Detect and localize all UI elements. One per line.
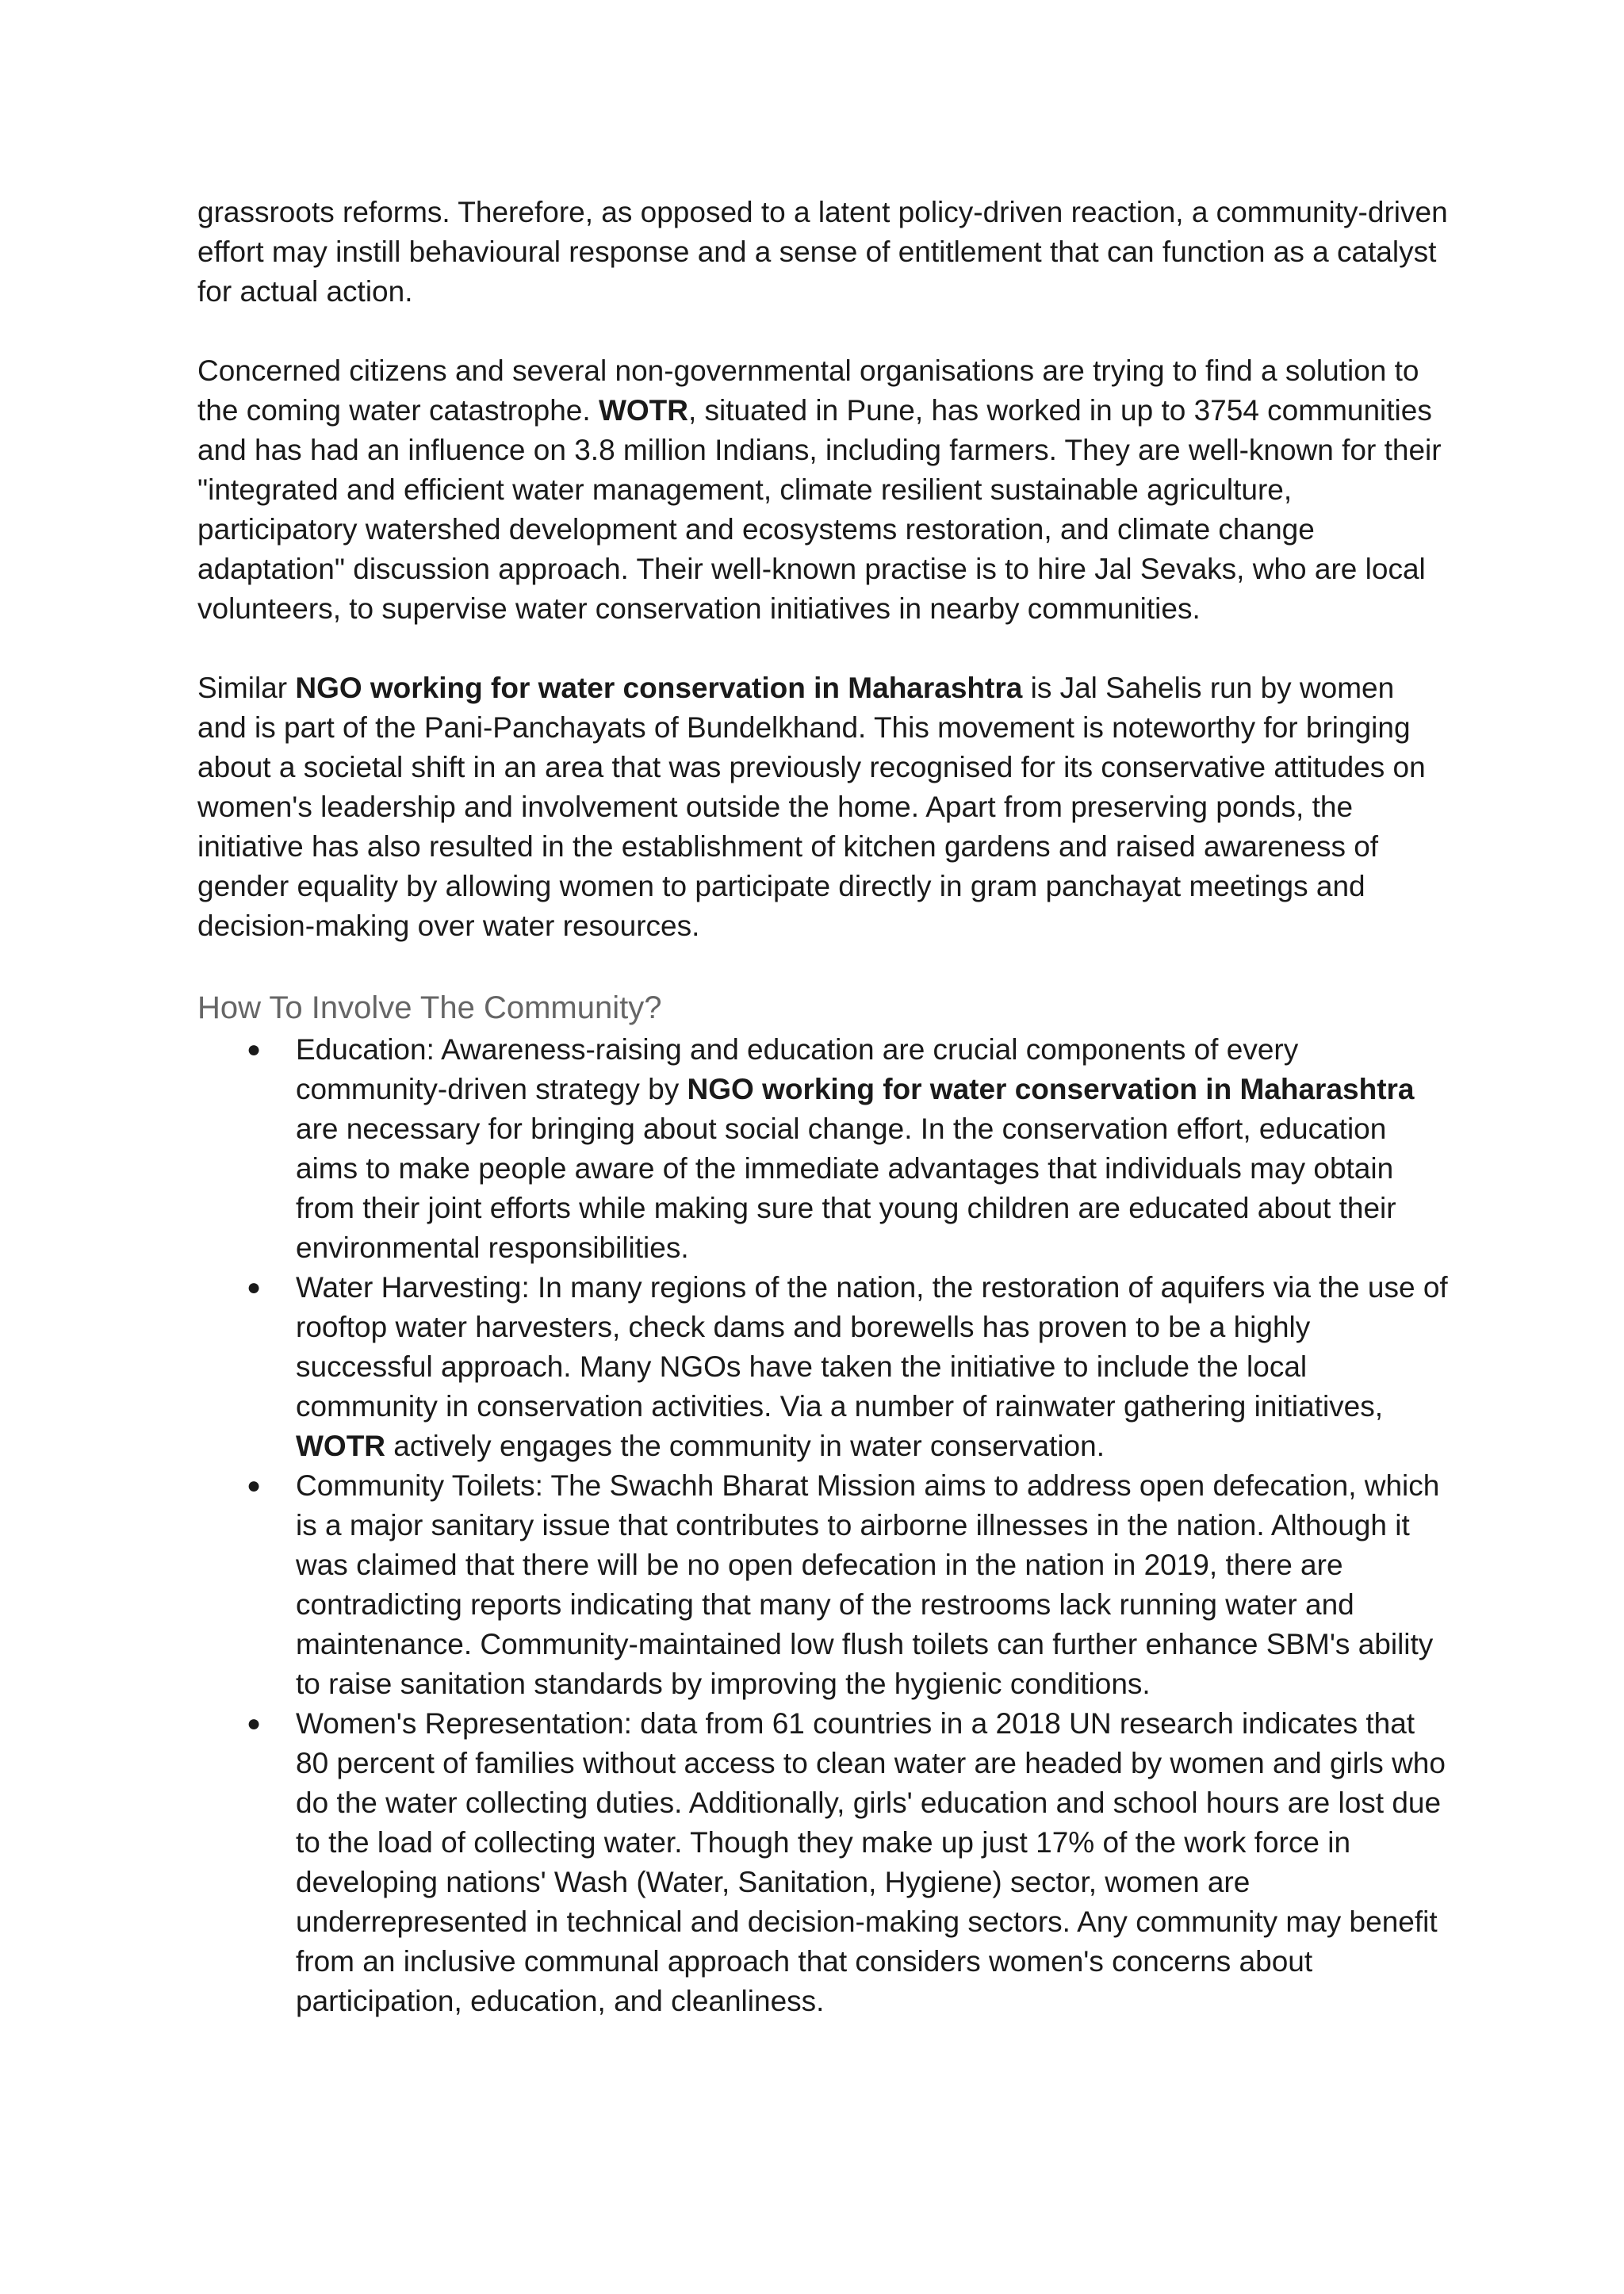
bold-text: NGO working for water conservation in Maharashtra xyxy=(687,1073,1415,1105)
text-run: Women's Representation: data from 61 countries in a 2018 UN research indicates that 80 percent of families without access to clean water are headed by women and girls who do the water collecting duties. Additionally, girls' education and school hours are lost due to the load of collecting water. Though they make up just 17% of the work force in developing nations' Wash (Water, Sanitation, Hygiene) sector, women are underrepresented in technical and decision-making sectors. Any community may benefit from an inclusive communal approach that considers women's concerns about participation, education, and cleanliness. xyxy=(296,1707,1446,2017)
bullet-dot-icon: ● xyxy=(247,1710,262,1737)
paragraph xyxy=(197,193,1450,312)
bold-text: WOTR xyxy=(296,1430,386,1462)
text-run: are necessary for bringing about social change. In the conservation effort, education aims to make people aware of the immediate advantages that individuals may obtain from their joint efforts while making sure that young children are educated about their environmental responsibilities. xyxy=(296,1113,1396,1264)
text-run: is Jal Sahelis run by women and is part of the Pani-Panchayats of Bundelkhand. This movement is noteworthy for bringing about a societal shift in an area that was previously recognised for its conservative attitudes on women's leadership and involvement outside the home. Apart from preserving ponds, the initiative has also resulted in the establishment of kitchen gardens and raised awareness of gender equality by allowing women to participate directly in gram panchayat meetings and decision-making over water resources. xyxy=(197,672,1426,942)
text-run: , situated in Pune, has worked in up to 3754 communities and has had an influence on 3.8 million Indians, including farmers. They are well-known for their "integrated and efficient water management, climate resilient sustainable agriculture, participatory watershed development and ecosystems restoration, and climate change adaptation" discussion approach. Their well-known practise is to hire Jal Sevaks, who are local volunteers, to supervise water conservation initiatives in nearby communities. xyxy=(197,394,1442,625)
text-run: Similar xyxy=(197,672,296,704)
text-run: actively engages the community in water conservation. xyxy=(385,1430,1105,1462)
list-item-text xyxy=(296,1033,1415,1264)
list-item xyxy=(197,1030,1450,1268)
document-body xyxy=(197,193,1450,2021)
list-item-text xyxy=(296,1271,1448,1462)
bullet-dot-icon: ● xyxy=(247,1274,262,1300)
bullet-dot-icon: ● xyxy=(247,1473,262,1499)
bold-text: WOTR xyxy=(598,394,688,427)
text-run: Concerned citizens and several non-governmental organisations are trying to find a solution to the coming water catastrophe. xyxy=(197,354,1419,427)
list-item xyxy=(197,1466,1450,1704)
list-item xyxy=(197,1704,1450,2021)
bullet-list xyxy=(197,1030,1450,2021)
list-item-text xyxy=(296,1469,1439,1700)
bullet-dot-icon: ● xyxy=(247,1036,262,1063)
section-heading: How To Involve The Community? xyxy=(197,990,662,1025)
paragraph xyxy=(197,668,1450,946)
list-item-text xyxy=(296,1707,1446,2017)
text-run: grassroots reforms. Therefore, as opposed to a latent policy-driven reaction, a community-driven effort may instill behavioural response and a sense of entitlement that can function as a catalyst for actual action. xyxy=(197,196,1448,308)
paragraph xyxy=(197,351,1450,629)
text-run: Education: Awareness-raising and education are crucial components of every community-driven strategy by xyxy=(296,1033,1299,1105)
bold-text: NGO working for water conservation in Maharashtra xyxy=(295,672,1023,704)
text-run: Water Harvesting: In many regions of the nation, the restoration of aquifers via the use of rooftop water harvesters, check dams and borewells has proven to be a highly successful approach. Many NGOs have taken the initiative to include the local community in conservation activities. Via a number of rainwater gathering initiatives, xyxy=(296,1271,1448,1423)
paragraph-group xyxy=(197,193,1450,946)
list-item xyxy=(197,1268,1450,1466)
text-run: Community Toilets: The Swachh Bharat Mission aims to address open defecation, which is a major sanitary issue that contributes to airborne illnesses in the nation. Although it was claimed that there will be no open defecation in the nation in 2019, there are contradicting reports indicating that many of the restrooms lack running water and maintenance. Community-maintained low flush toilets can further enhance SBM's ability to raise sanitation standards by improving the hygienic conditions. xyxy=(296,1469,1440,1700)
